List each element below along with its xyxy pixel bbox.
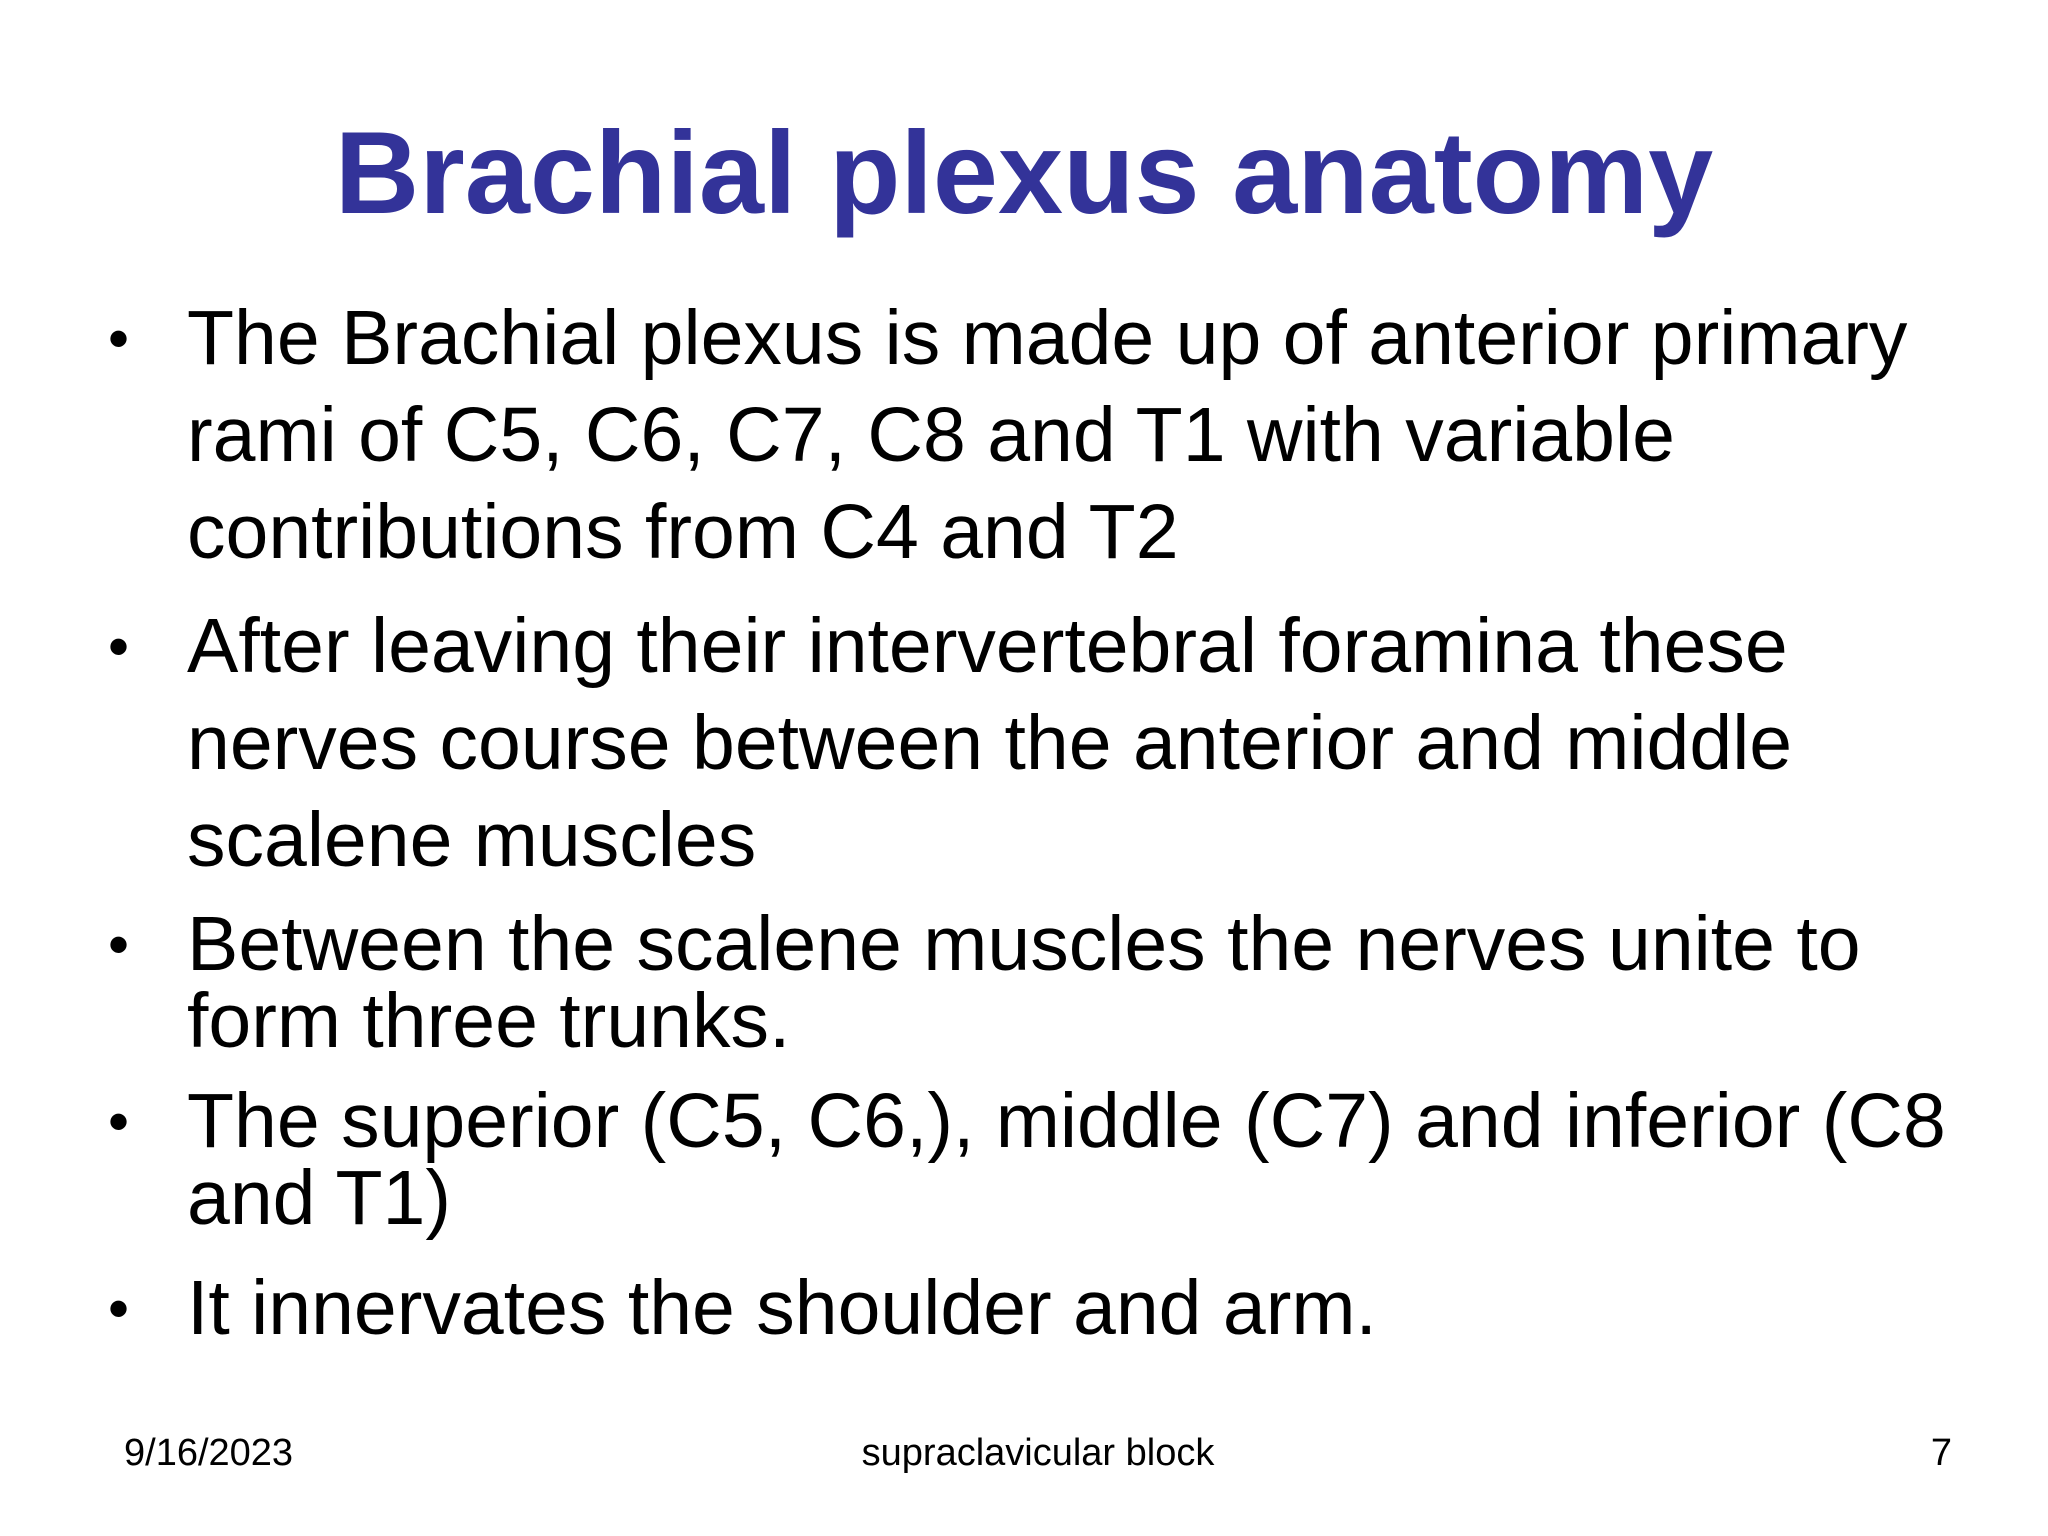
bullet-line: Between the scalene muscles the nerves unite to [187, 901, 1861, 987]
bullet-line: rami of C5, C6, C7, C8 and T1 with variable [187, 392, 1675, 478]
bullet-marker: • [108, 305, 130, 372]
bullet-line: The superior (C5, C6,), middle (C7) and inferior (C8 [187, 1078, 1946, 1164]
bullet-line: contributions from C4 and T2 [187, 489, 1179, 575]
bullet-item [100, 290, 2040, 581]
bullet-item [100, 1078, 2040, 1241]
bullet-list [100, 290, 2040, 1351]
bullet-line: nerves course between the anterior and middle [187, 700, 1793, 786]
bullet-line: and T1) [187, 1155, 451, 1241]
slide-title: Brachial plexus anatomy [334, 107, 1714, 238]
footer-date: 9/16/2023 [124, 1432, 294, 1474]
bullet-marker: • [108, 1275, 130, 1342]
bullet-item [100, 598, 2040, 889]
bullet-item [100, 901, 2040, 1064]
bullet-marker: • [108, 911, 130, 978]
page-number: 7 [1930, 1432, 1952, 1474]
bullet-line: scalene muscles [187, 797, 757, 883]
bullet-line: After leaving their intervertebral foramina these [187, 603, 1788, 689]
bullet-line: form three trunks. [187, 978, 791, 1064]
bullet-line: It innervates the shoulder and arm. [187, 1265, 1377, 1351]
bullet-marker: • [108, 613, 130, 680]
bullet-marker: • [108, 1088, 130, 1155]
footer-title: supraclavicular block [861, 1432, 1215, 1474]
bullet-item [100, 1265, 2040, 1351]
bullet-line: The Brachial plexus is made up of anterior primary [187, 295, 1908, 381]
